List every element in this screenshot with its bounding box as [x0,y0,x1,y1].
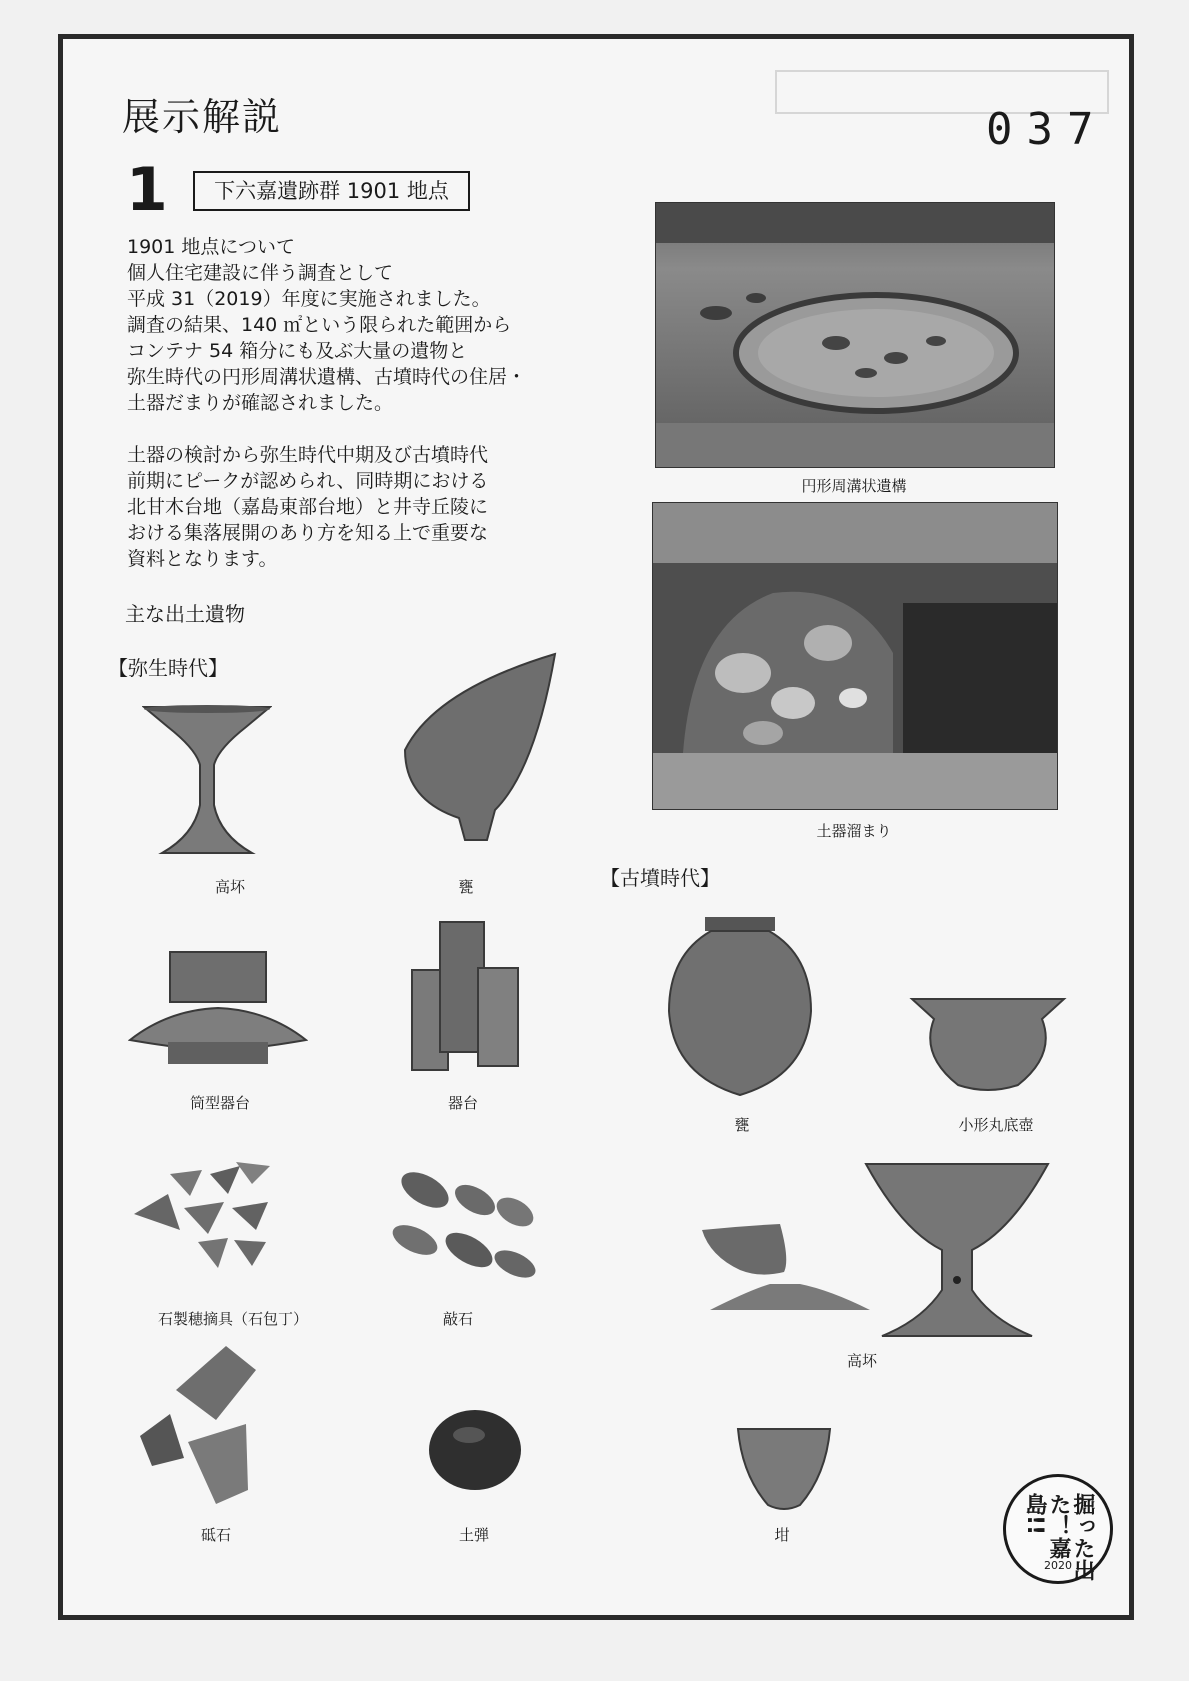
yayoi-heading: 【弥生時代】 [108,656,228,680]
logo-stamp [1003,1474,1113,1584]
artifacts-heading: 主な出土遺物 [125,602,245,626]
kofun-kame-drawing [665,915,815,1100]
kofun-heading: 【古墳時代】 [600,866,720,890]
label-tataki-ishi: 敲石 [442,1310,473,1328]
intro-line: 個人住宅建設に伴う調査として [127,262,394,284]
label-tsutsugata-kidai: 筒型器台 [189,1094,250,1112]
label-tsuki: 坩 [774,1526,790,1544]
yayoi-tsutsugata-kidai-drawing [128,950,308,1070]
label-takatsuki-yayoi: 高坏 [214,878,245,896]
yayoi-toishi-drawing [136,1340,276,1510]
label-kame-yayoi: 甕 [458,878,474,896]
intro-line: 土器の検討から弥生時代中期及び古墳時代 [127,444,489,466]
intro-line: 前期にピークが認められ、同時期における [127,470,489,492]
label-dodan: 土弾 [458,1526,489,1544]
label-ishibocho: 石製穂摘具（石包丁） [157,1310,308,1328]
page-title: 展示解説 [122,95,283,139]
intro-text [127,234,617,572]
section-number: 1 [126,155,168,225]
intro-line: 弥生時代の円形周溝状遺構、古墳時代の住居・ [127,366,527,388]
intro-line: コンテナ 54 箱分にも及ぶ大量の遺物と [127,340,468,362]
photo2-caption: 土器溜まり [816,822,892,840]
kofun-takatsuki-tall-drawing [862,1160,1052,1345]
label-takatsuki-kofun: 高坏 [846,1352,877,1370]
intro-line: 北甘木台地（嘉島東部台地）と井寺丘陵に [127,496,489,518]
label-kidai: 器台 [447,1094,478,1112]
yayoi-takatsuki-drawing [142,705,272,865]
intro-line: おける集落展開のあり方を知る上で重要な [127,522,489,544]
photo-circular-ditch [655,202,1055,468]
intro-line: 平成 31（2019）年度に実施されました。 [127,288,491,310]
kofun-tsuki-drawing [734,1425,834,1515]
site-label: 下六嘉遺跡群 1901 地点 [193,171,470,211]
photo1-caption: 円形周溝状遺構 [801,477,907,495]
label-kogata-marutei-tsubo: 小形丸底壺 [958,1116,1034,1134]
intro-line: 資料となります。 [127,548,278,570]
yayoi-kame-drawing [395,650,565,860]
label-toishi: 砥石 [200,1526,231,1544]
stamp-year: 2020 [1044,1559,1072,1572]
kofun-kogata-tsubo-drawing [908,995,1068,1095]
yayoi-kidai-drawing [392,920,542,1080]
intro-line: 調査の結果、140 ㎡という限られた範囲から [127,314,512,336]
yayoi-ishibocho-drawing [128,1160,288,1280]
intro-line: 土器だまりが確認されました。 [127,392,394,414]
label-kame-kofun: 甕 [734,1116,750,1134]
stamp-text: 掘った出た！嘉島!! [1022,1493,1095,1581]
photo-pottery-pit [652,502,1058,810]
intro-line: 1901 地点について [127,236,296,258]
yayoi-tataki-ishi-drawing [365,1160,545,1290]
yayoi-dodan-drawing [425,1405,525,1495]
page-number: 037 [986,104,1108,155]
